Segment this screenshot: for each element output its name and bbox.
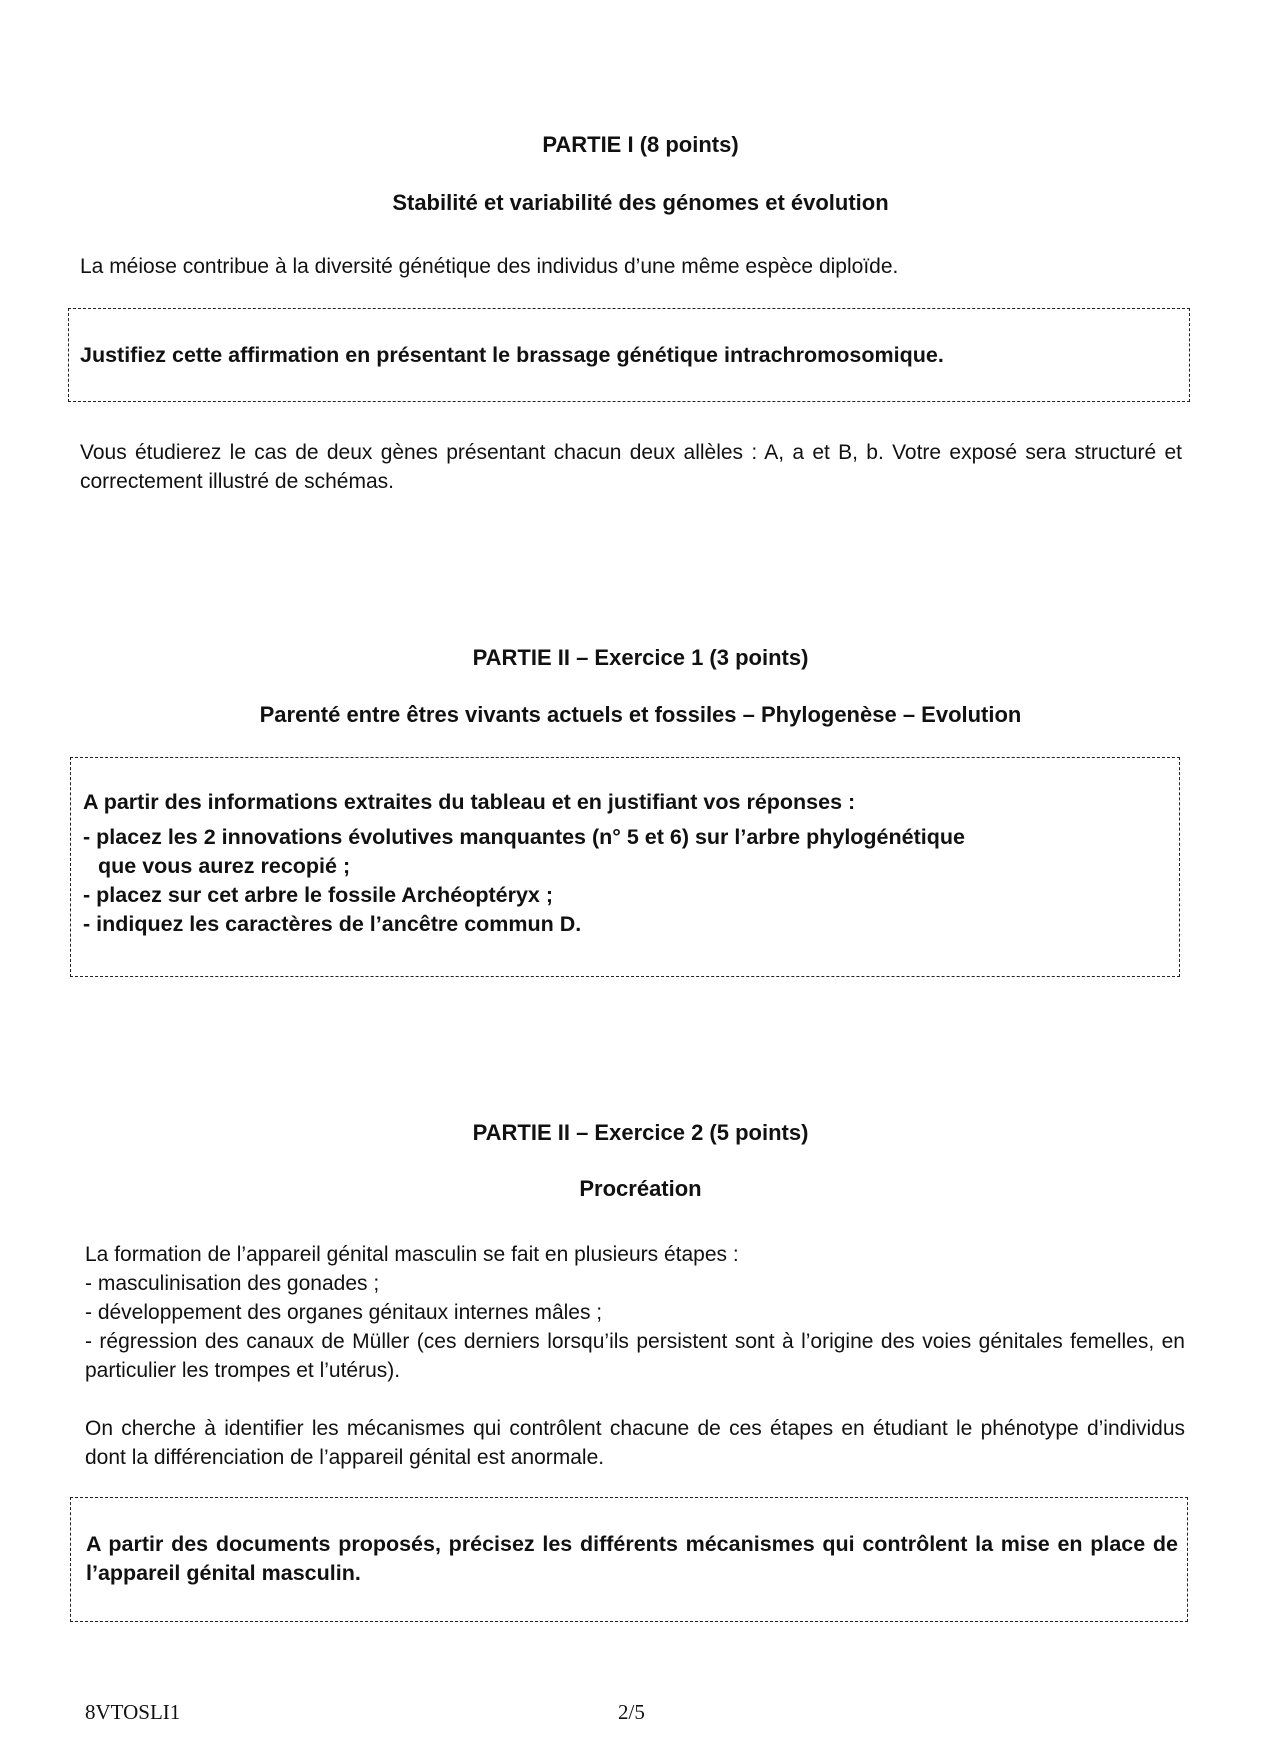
task-item-ancestor: - indiquez les caractères de l’ancêtre commun D. — [83, 912, 582, 936]
footer-code: 8VTOSLI1 — [85, 1700, 181, 1724]
part2-ex1-title: PARTIE II – Exercice 1 (3 points) — [472, 645, 809, 670]
part2-ex2-task: A partir des documents proposés, précisez les différents mécanismes qui contrôlent la mise en place de l’appareil génital masculin. — [86, 1532, 1178, 1585]
part1-task: Justifiez cette affirmation en présentant le brassage génétique intrachromosomique. — [80, 343, 944, 367]
part1-note: Vous étudierez le cas de deux gènes présentant chacun deux allèles : A, a et B, b. Votre exposé sera structuré et correctement illustré de schémas. — [80, 441, 1182, 493]
part1-intro: La méiose contribue à la diversité génétique des individus d’une même espèce diploïde. — [80, 255, 899, 278]
part1-title: PARTIE I (8 points) — [542, 132, 739, 157]
footer-page-number: 2/5 — [618, 1700, 645, 1724]
part1-subtitle: Stabilité et variabilité des génomes et évolution — [392, 190, 889, 215]
part2-ex1-subtitle: Parenté entre êtres vivants actuels et fossiles – Phylogenèse – Evolution — [259, 702, 1022, 727]
steps-intro: La formation de l’appareil génital masculin se fait en plusieurs étapes : — [85, 1243, 739, 1266]
part1-task-box — [68, 308, 1190, 402]
task-item-innovations: - placez les 2 innovations évolutives manquantes (n° 5 et 6) sur l’arbre phylogénétique — [83, 825, 965, 849]
part2-ex2-subtitle: Procréation — [579, 1176, 702, 1201]
part2-ex2-title: PARTIE II – Exercice 2 (5 points) — [472, 1120, 809, 1145]
task-item-innovations-cont: que vous aurez recopié ; — [98, 854, 351, 878]
step-developpement: - développement des organes génitaux internes mâles ; — [85, 1301, 603, 1324]
part2-ex1-task-box — [70, 757, 1180, 977]
step-masculinisation: - masculinisation des gonades ; — [85, 1272, 380, 1295]
part2-ex2-steps — [85, 1240, 1185, 1385]
task-item-fossil: - placez sur cet arbre le fossile Archéoptéryx ; — [83, 883, 553, 907]
part2-ex2-paragraph: On cherche à identifier les mécanismes qui contrôlent chacune de ces étapes en étudiant le phénotype d’individus dont la différenciation de l’appareil génital est anormale. — [85, 1417, 1185, 1469]
part2-ex2-task-box — [70, 1497, 1188, 1622]
part2-ex1-task — [83, 788, 1168, 939]
step-regression: - régression des canaux de Müller (ces derniers lorsqu’ils persistent sont à l’origine des voies génitales femelles, en particulier les trompes et l’utérus). — [85, 1330, 1185, 1382]
task-intro: A partir des informations extraites du tableau et en justifiant vos réponses : — [83, 790, 856, 814]
